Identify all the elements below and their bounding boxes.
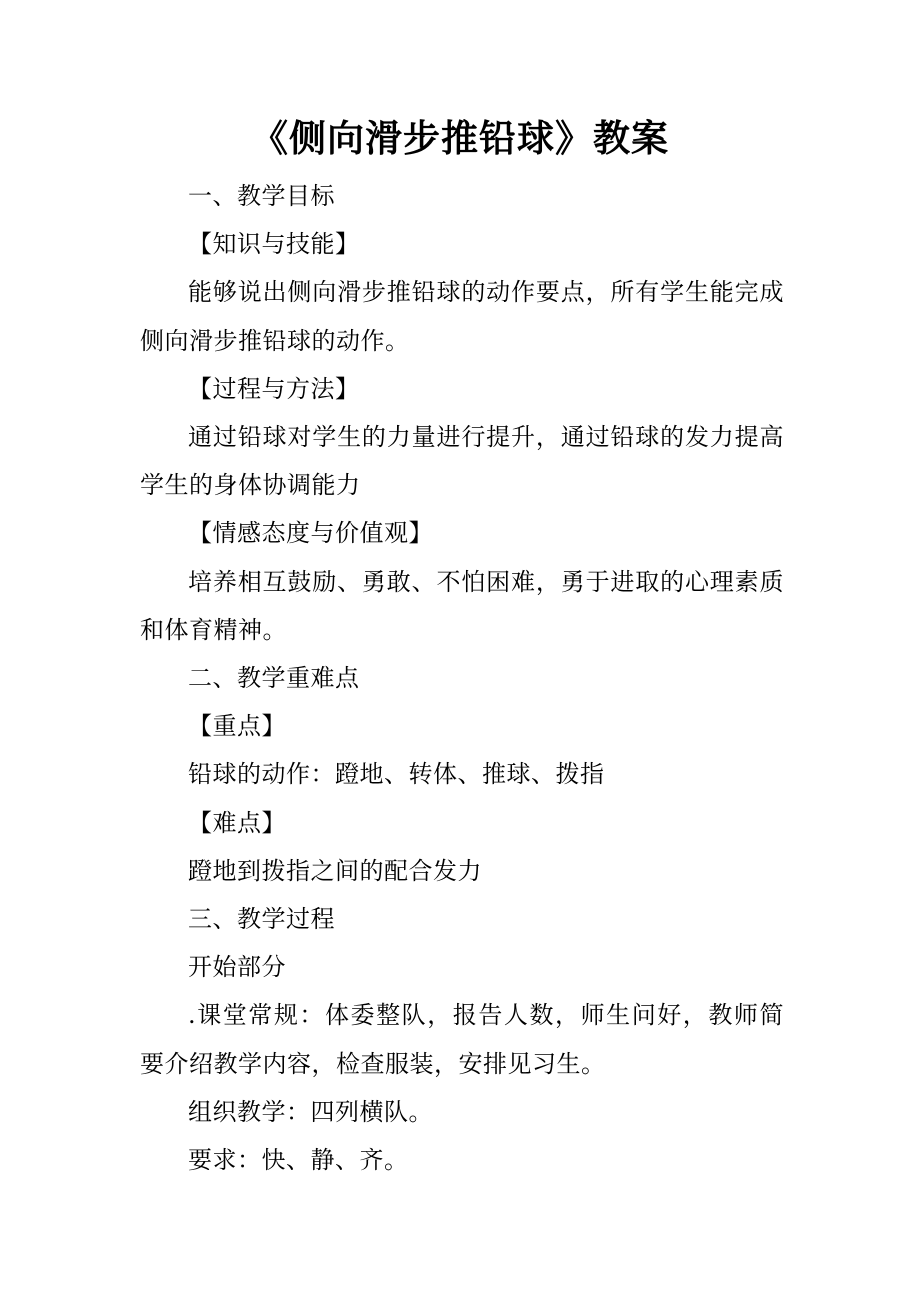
subheading-opening-part: 开始部分 <box>188 953 286 982</box>
subheading-process-method: 【过程与方法】 <box>188 374 360 403</box>
section-heading-process: 三、教学过程 <box>188 905 335 934</box>
paragraph-process-method: 通过铅球对学生的力量进行提升，通过铅球的发力提高学生的身体协调能力 <box>140 423 784 500</box>
subheading-emotion-values: 【情感态度与价值观】 <box>188 519 433 548</box>
section-heading-objectives: 一、教学目标 <box>188 182 335 210</box>
subheading-key-points: 【重点】 <box>188 712 286 741</box>
paragraph-key-points: 铅球的动作：蹬地、转体、推球、拨指 <box>188 760 605 789</box>
paragraph-difficult-points: 蹬地到拨指之间的配合发力 <box>188 856 482 885</box>
paragraph-knowledge-skills: 能够说出侧向滑步推铅球的动作要点，所有学生能完成侧向滑步推铅球的动作。 <box>140 278 784 355</box>
subheading-difficult-points: 【难点】 <box>188 808 286 837</box>
document-title: 《侧向滑步推铅球》教案 <box>251 116 669 160</box>
paragraph-organization: 组织教学：四列横队。 <box>188 1097 433 1126</box>
paragraph-emotion-values: 培养相互鼓励、勇敢、不怕困难，勇于进取的心理素质和体育精神。 <box>140 567 784 644</box>
document-body <box>140 172 784 1184</box>
subheading-knowledge-skills: 【知识与技能】 <box>188 230 360 259</box>
paragraph-class-routine: .课堂常规：体委整队，报告人数，师生问好，教师简要介绍教学内容，检查服装，安排见习生。 <box>140 1001 784 1078</box>
paragraph-requirements: 要求：快、静、齐。 <box>188 1146 409 1175</box>
section-heading-key-difficult: 二、教学重难点 <box>188 664 360 693</box>
